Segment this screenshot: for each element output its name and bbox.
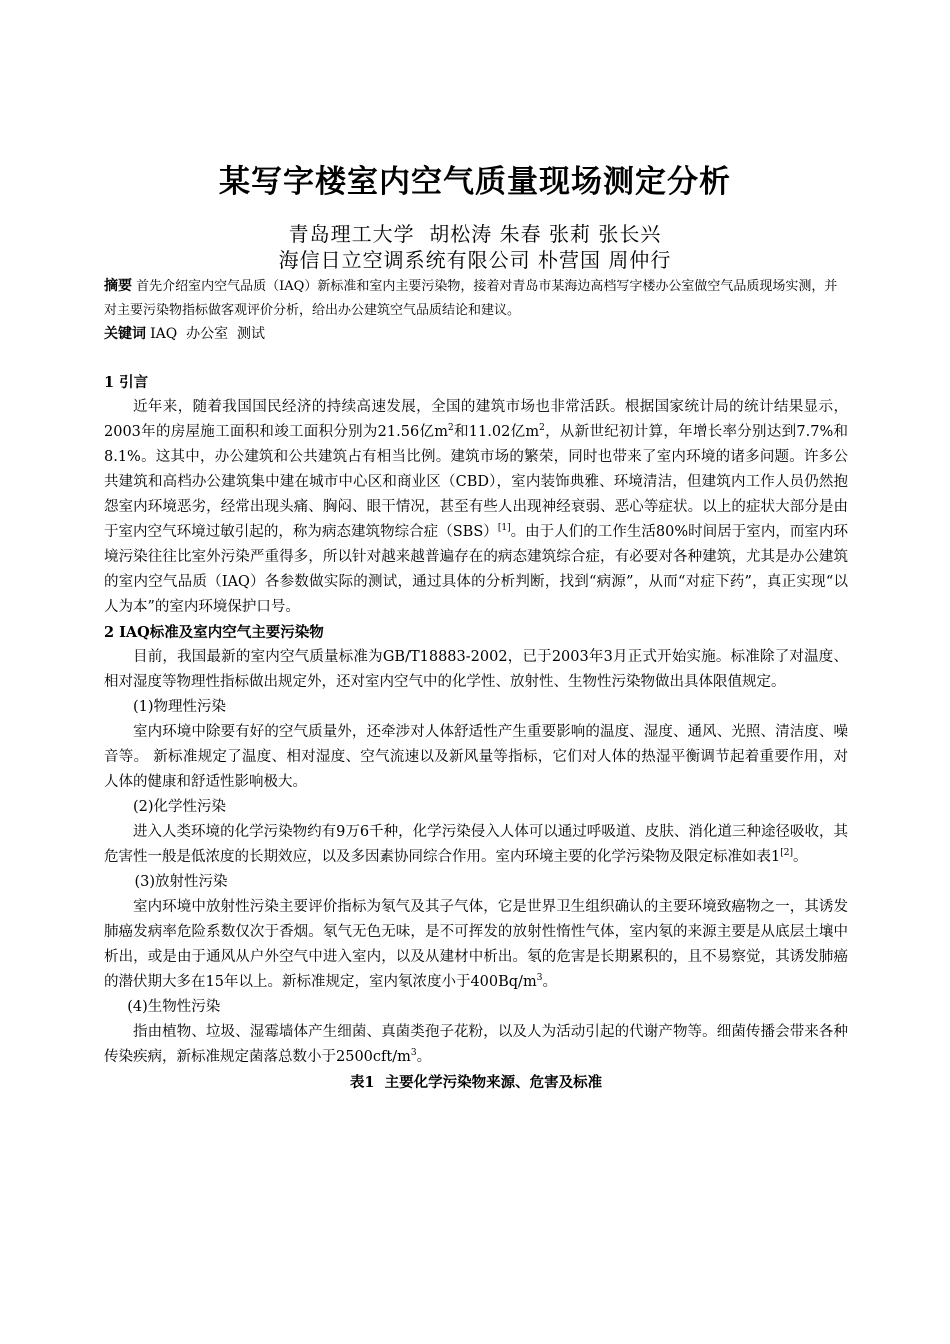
keywords [104,322,848,347]
author-line-2: 海信日立空调系统有限公司 朴营国 周仲行 [278,248,672,272]
keywords-text: IAQ 办公室 测试 [150,326,266,342]
abstract [104,274,848,323]
paper-title: 某写字楼室内空气质量现场测定分析 [219,164,731,200]
subsection-biological: (4)生物性污染 [127,999,221,1015]
author-line-1: 青岛理工大学 胡松涛 朱春 张莉 张长兴 [288,222,662,246]
citation-1: [1] [497,523,511,534]
subsection-radioactive: (3)放射性污染 [134,874,228,890]
section-2-paragraph-1: 目前，我国最新的室内空气质量标准为GB/T18883-2002，已于2003年3月正式开始实施。标准除了对温度、相对湿度等物理性指标做出规定外，还对室内空气中的化学性、放射性、生物性污染物做出具体限值规定。 [104,649,848,690]
section-2-heading: 2 IAQ标准及室内空气主要污染物 [104,624,324,641]
section-1-heading: 1 引言 [104,374,149,391]
body-text [104,370,848,1095]
chemical-paragraph: 进入人类环境的化学污染物约有9万6千种，化学污染侵入人体可以通过呼吸道、皮肤、消化道三种途径吸收，其危害性一般是低浓度的长期效应，以及多因素协同综合作用。室内环境主要的化学污染物及限定标准如表1[2]。 [104,824,848,865]
citation-2: [2] [780,848,793,859]
subsection-chemical: (2)化学性污染 [133,799,227,815]
biological-paragraph: 指由植物、垃圾、湿霉墙体产生细菌、真菌类孢子花粉，以及人为活动引起的代谢产物等。细菌传播会带来各种传染疾病，新标准规定菌落总数小于$2500cft/m^3$。 [104,1024,848,1065]
abstract-label: 摘要 [104,278,132,294]
section-1-paragraph: 近年来，随着我国国民经济的持续高速发展，全国的建筑市场也非常活跃。根据国家统计局的统计结果显示，2003年的房屋施工面积和竣工面积分别为21.56亿$m^2$和11.02亿$m^2$，从新世纪初计算，年增长率分别达到7.7%和8.1%。这其中，办公建筑和公共建筑占有相当比例。建筑市场的繁荣，同时也带来了室内环境的诸多问题。许多公共建筑和高档办公建筑集中建在城市中心区和商业区（CBD），室内装饰典雅、环境清洁，但建筑内工作人员仍然抱怨室内环境恶劣，经常出现头痛、胸闷、眼干情况，甚至有些人出现神经衰弱、恶心等症状。以上的症状大部分是由于室内空气环境过敏引起的，称为病态建筑物综合症（SBS）[1]。由于人们的工作生活80%时间居于室内，而室内环境污染往往比室外污染严重得多，所以针对越来越普遍存在的病态建筑综合症，有必要对各种建筑，尤其是办公建筑的室内空气品质（IAQ）各参数做实际的测试，通过具体的分析判断，找到“病源”，从而“对症下药”，真正实现“以人为本”的室内环境保护口号。 [104,399,848,615]
physical-paragraph: 室内环境中除要有好的空气质量外，还牵涉对人体舒适性产生重要影响的温度、湿度、通风、光照、清洁度、噪音等。 新标准规定了温度、相对湿度、空气流速以及新风量等指标，它们对人体的热湿平衡调节起着重要作用，对人体的健康和舒适性影响极大。 [104,724,848,790]
keywords-label: 关键词 [104,326,146,342]
table-1-caption: 表1 主要化学污染物来源、危害及标准 [349,1074,603,1091]
radioactive-paragraph: 室内环境中放射性污染主要评价指标为氡气及其子气体，它是世界卫生组织确认的主要环境致癌物之一，其诱发肺癌发病率危险系数仅次于香烟。氡气无色无味，是不可挥发的放射性惰性气体，室内氡的来源主要是从底层土壤中析出，或是由于通风从户外空气中进入室内，以及从建材中析出。氡的危害是长期累积的，且不易察觉，其诱发肺癌的潜伏期大多在15年以上。新标准规定，室内氡浓度小于$400Bq/m^3$。 [104,899,848,990]
abstract-text: 首先介绍室内空气品质（IAQ）新标准和室内主要污染物，接着对青岛市某海边高档写字楼办公室做空气品质现场实测，并对主要污染物指标做客观评价分析，给出办公建筑空气品质结论和建议。 [104,279,838,318]
subsection-physical: (1)物理性污染 [133,699,227,715]
